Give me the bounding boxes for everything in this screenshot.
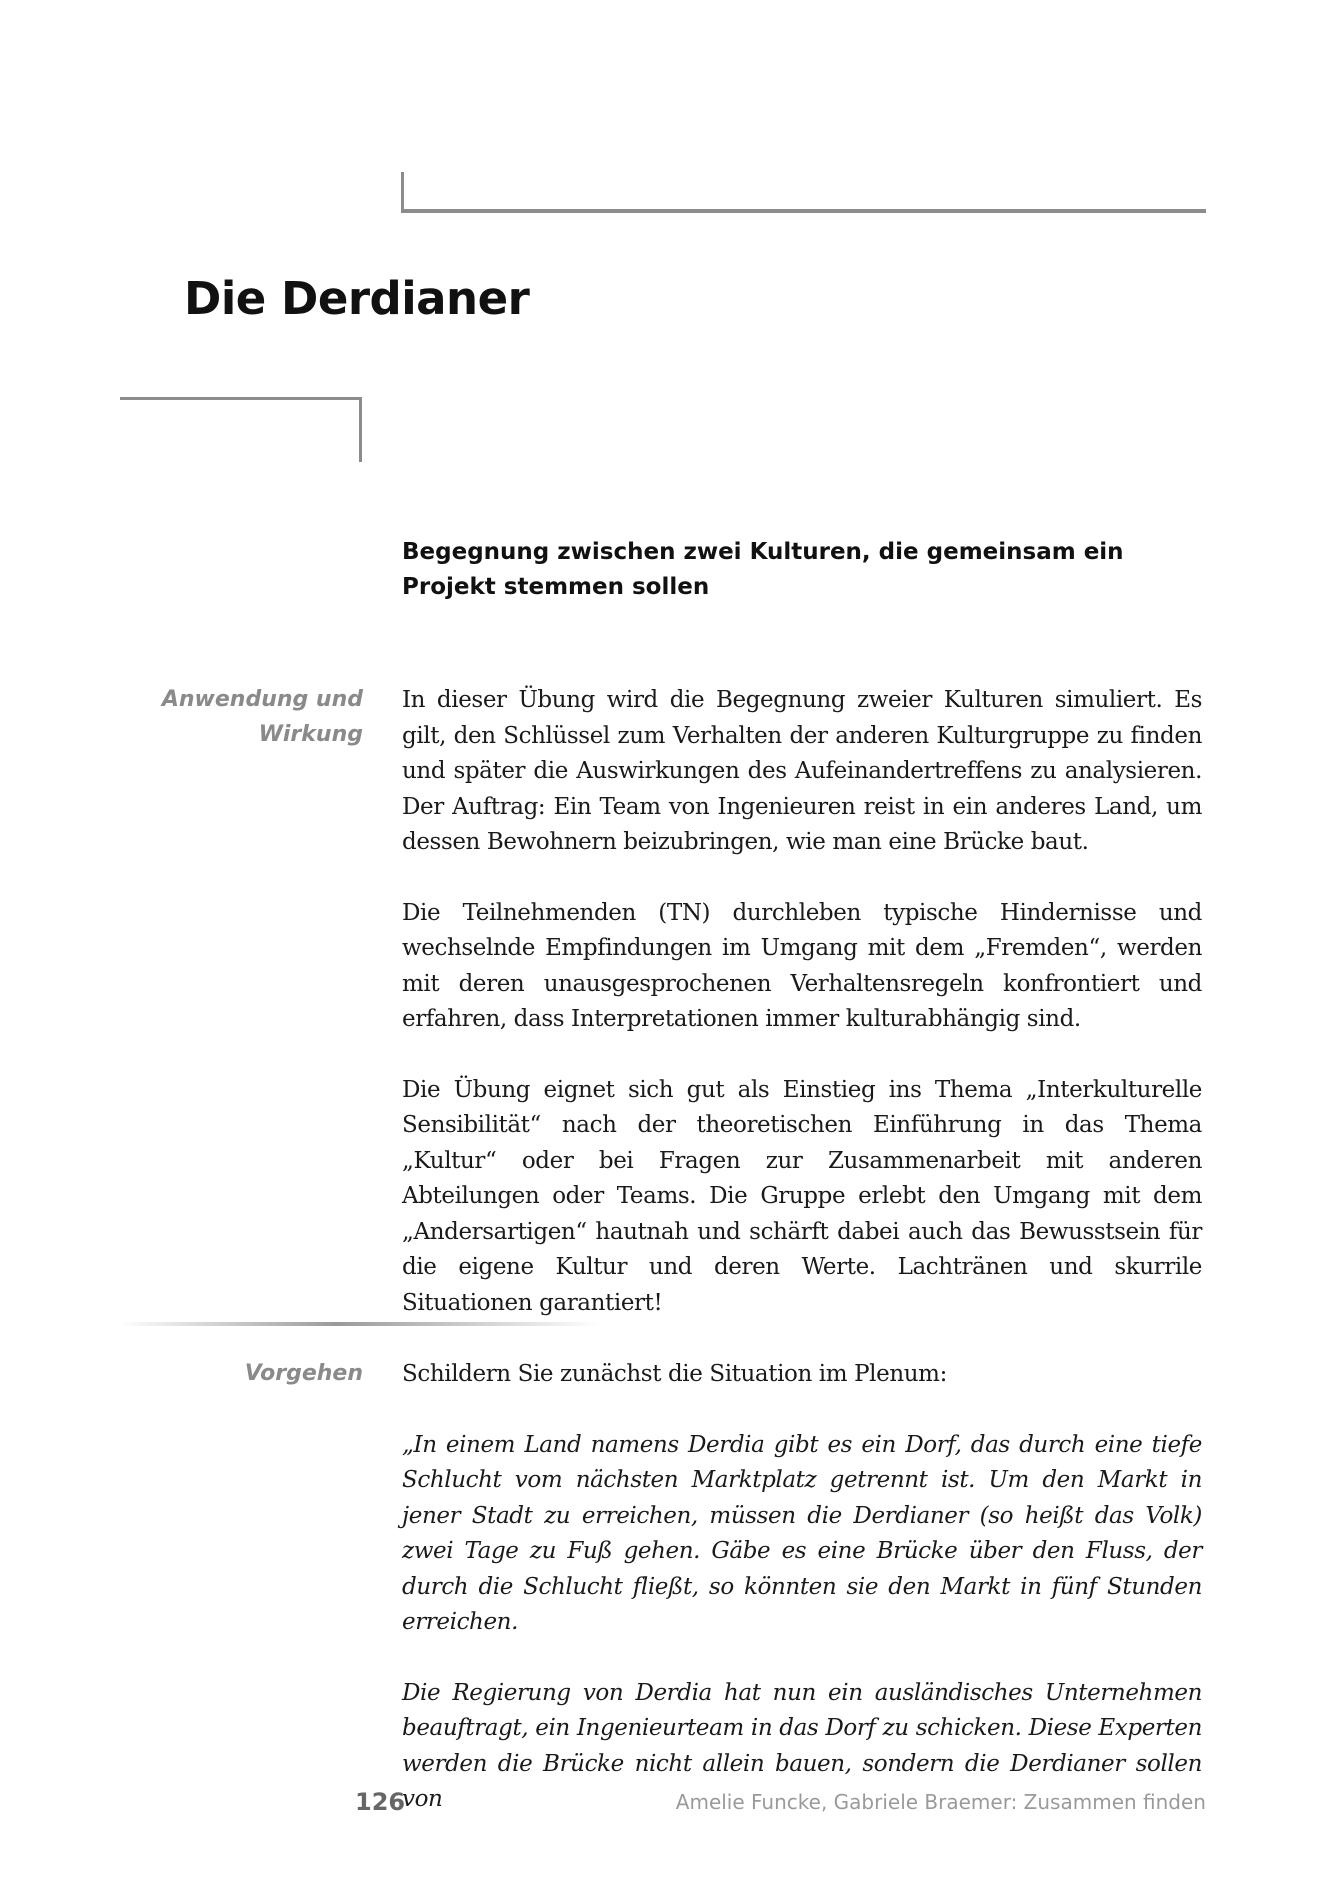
body-paragraph: Die Teilnehmenden (TN) durchleben typische Hindernisse und wechselnde Empfindungen im Umgang mit dem „Fremden“, werden mit deren unausgesprochenen Verhaltensregeln konfrontiert und erfahren, dass Interpretationen immer kulturabhängig sind. [402, 899, 1202, 1032]
section-divider [120, 1322, 600, 1326]
title-corner-rule-horizontal [120, 397, 362, 400]
section-label-line: Vorgehen [244, 1361, 363, 1386]
quoted-scenario-paragraph: „In einem Land namens Derdia gibt es ein Dorf, das durch eine tiefe Schlucht vom nächsten Marktplatz getrennt ist. Um den Markt in jener Stadt zu erreichen, müssen die Derdianer (so heißt das Volk) zwei Tage zu Fuß gehen. Gäbe es eine Brücke über den Fluss, der durch die Schlucht fließt, so könnten sie den Markt in fünf Stunden erreichen. [402, 1431, 1202, 1635]
body-paragraph: In dieser Übung wird die Begegnung zweier Kulturen simuliert. Es gilt, den Schlüssel zum Verhalten der anderen Kulturgruppe zu finden und später die Auswirkungen des Aufeinandertreffens zu analysieren. Der Auftrag: Ein Team von Ingenieuren reist in ein anderes Land, um dessen Bewohnern beizubringen, wie man eine Brücke baut. [402, 687, 1202, 855]
top-corner-rule-vertical [401, 172, 404, 212]
section-body-vorgehen [402, 1357, 1202, 1818]
body-paragraph: Die Übung eignet sich gut als Einstieg ins Thema „Interkulturelle Sensibilität“ nach der theoretischen Einführung in das Thema „Kultur“ oder bei Fragen zur Zusammenarbeit mit anderen Abteilungen oder Teams. Die Gruppe erlebt den Umgang mit dem „Andersartigen“ hautnah und schärft dabei auch das Bewusstsein für die eigene Kultur und deren Werte. Lachtränen und skurrile Situationen garantiert! [402, 1076, 1202, 1316]
section-label-anwendung [133, 682, 363, 752]
quoted-scenario-paragraph: Die Regierung von Derdia hat nun ein ausländisches Unternehmen beauftragt, ein Ingenieurteam in das Dorf zu schicken. Diese Experten werden die Brücke nicht allein bauen, sondern die Derdianer sollen von [402, 1679, 1202, 1812]
body-paragraph: Schildern Sie zunächst die Situation im Plenum: [402, 1361, 947, 1387]
page-number: 126 [355, 1788, 406, 1816]
section-label-vorgehen [133, 1356, 363, 1391]
title-corner-rule-vertical [359, 397, 362, 462]
lead-summary: Begegnung zwischen zwei Kulturen, die gemeinsam ein Projekt stemmen sollen [402, 539, 1124, 600]
book-credit: Amelie Funcke, Gabriele Braemer: Zusammen finden [675, 1790, 1206, 1814]
page-title: Die Derdianer [184, 272, 530, 325]
section-label-line: Wirkung [258, 722, 363, 747]
section-body-anwendung [402, 683, 1202, 1321]
top-corner-rule-horizontal [401, 209, 1206, 213]
section-label-line: Anwendung und [161, 687, 363, 712]
